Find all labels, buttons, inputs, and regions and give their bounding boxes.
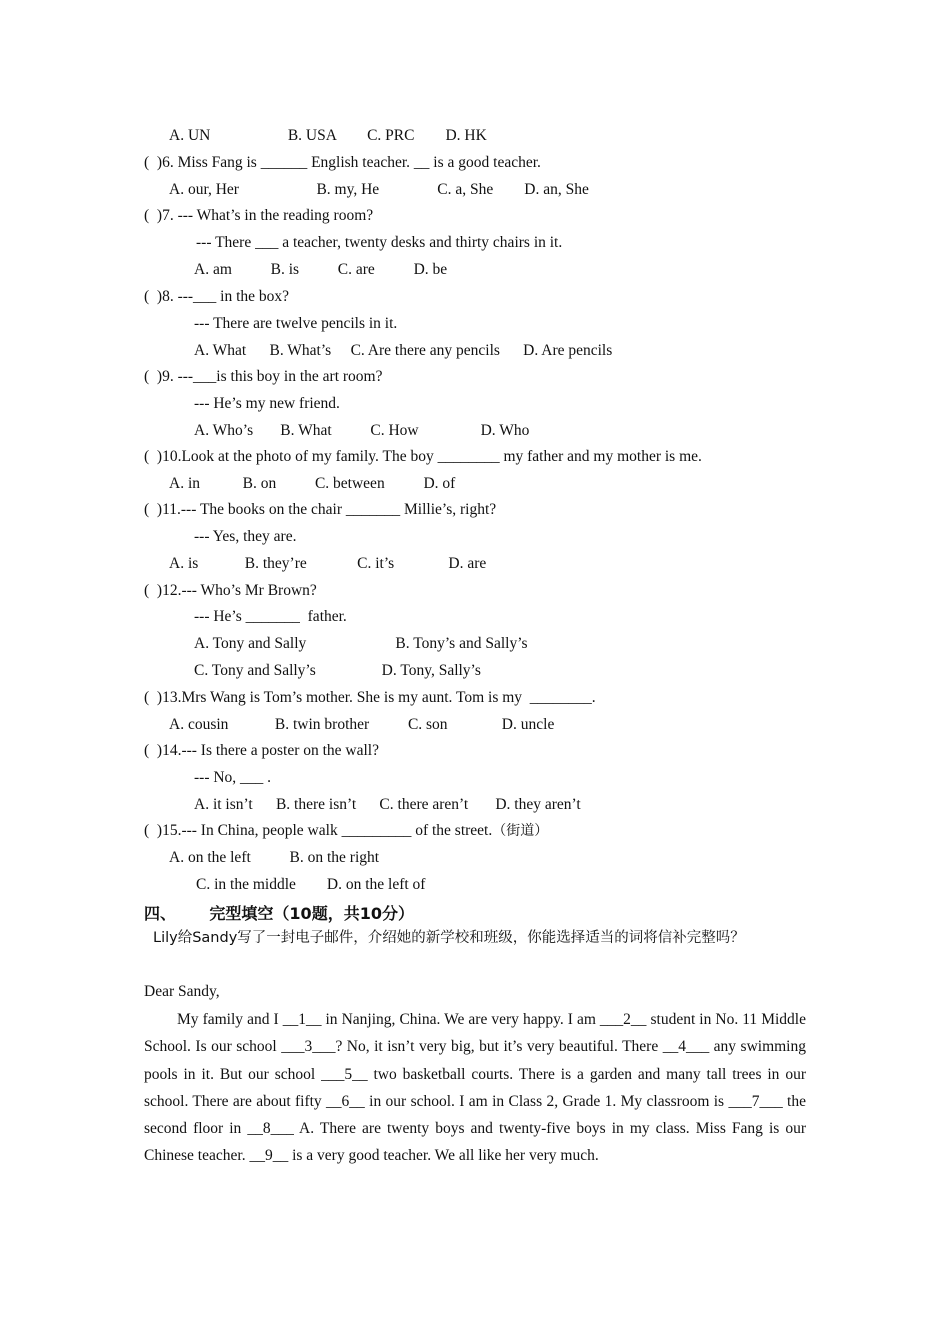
options-q15-row2: C. in the middle D. on the left of	[196, 876, 426, 893]
section-intro: Lily给Sandy写了一封电子邮件，介绍她的新学校和班级，你能选择适当的词将信补完整吗？	[153, 930, 745, 946]
options-q8: A. What B. What’s C. Are there any pencils D. Are pencils	[194, 342, 613, 359]
question-15-note: （街道）	[492, 823, 549, 839]
options-q10: A. in B. on C. between D. of	[169, 475, 456, 492]
question-9: ( )9. ---___is this boy in the art room?	[144, 368, 383, 385]
options-q7: A. am B. is C. are D. be	[194, 261, 448, 278]
options-q15-row1: A. on the left B. on the right	[169, 849, 380, 866]
question-14-answer-line: --- No, ___ .	[194, 769, 272, 786]
question-12-answer-line: --- He’s _______ father.	[194, 608, 347, 625]
question-10: ( )10.Look at the photo of my family. The boy ________ my father and my mother is me.	[144, 448, 702, 465]
question-11: ( )11.--- The books on the chair _______ Millie’s, right?	[144, 501, 497, 518]
question-15-text: ( )15.--- In China, people walk _________ of the street.	[144, 822, 493, 839]
question-9-answer-line: --- He’s my new friend.	[194, 395, 340, 412]
question-8: ( )8. ---___ in the box?	[144, 288, 290, 305]
options-q5: A. UN B. USA C. PRC D. HK	[169, 127, 487, 144]
options-q12-row1: A. Tony and Sally B. Tony’s and Sally’s	[194, 635, 528, 652]
question-6: ( )6. Miss Fang is ______ English teacher. __ is a good teacher.	[144, 154, 541, 171]
section-title: 四、 完型填空（10题，共10分）	[144, 904, 414, 923]
question-13: ( )13.Mrs Wang is Tom’s mother. She is my aunt. Tom is my ________.	[144, 689, 596, 706]
options-q9: A. Who’s B. What C. How D. Who	[194, 422, 530, 439]
options-q11: A. is B. they’re C. it’s D. are	[169, 555, 487, 572]
question-15	[144, 821, 548, 841]
options-q12-row2: C. Tony and Sally’s D. Tony, Sally’s	[194, 662, 481, 679]
letter-greeting: Dear Sandy,	[144, 983, 220, 1000]
options-q14: A. it isn’t B. there isn’t C. there aren’t D. they aren’t	[194, 796, 581, 813]
options-q13: A. cousin B. twin brother C. son D. uncle	[169, 716, 555, 733]
question-11-answer-line: --- Yes, they are.	[194, 528, 297, 545]
question-12: ( )12.--- Who’s Mr Brown?	[144, 582, 317, 599]
question-7-answer-line: --- There ___ a teacher, twenty desks and thirty chairs in it.	[196, 234, 563, 251]
options-q6: A. our, Her B. my, He C. a, She D. an, She	[169, 181, 589, 198]
letter-body: My family and I __1__ in Nanjing, China. We are very happy. I am ___2__ student in No. 11 Middle School. Is our school ___3___? No, it isn’t very big, but it’s very beautiful. There __4___ any swimming pools in it. But our school ___5__ two basketball courts. There is a garden and many tall trees in our school. There are about fifty __6__ in our school. I am in Class 2, Grade 1. My classroom is ___7___ the second floor in __8___ A. There are twenty boys and twenty-five boys in my class. Miss Fang is our Chinese teacher. __9__ is a very good teacher. We all like her very much.	[144, 1011, 806, 1165]
question-7: ( )7. --- What’s in the reading room?	[144, 207, 374, 224]
question-8-answer-line: --- There are twelve pencils in it.	[194, 315, 398, 332]
question-14: ( )14.--- Is there a poster on the wall?	[144, 742, 379, 759]
